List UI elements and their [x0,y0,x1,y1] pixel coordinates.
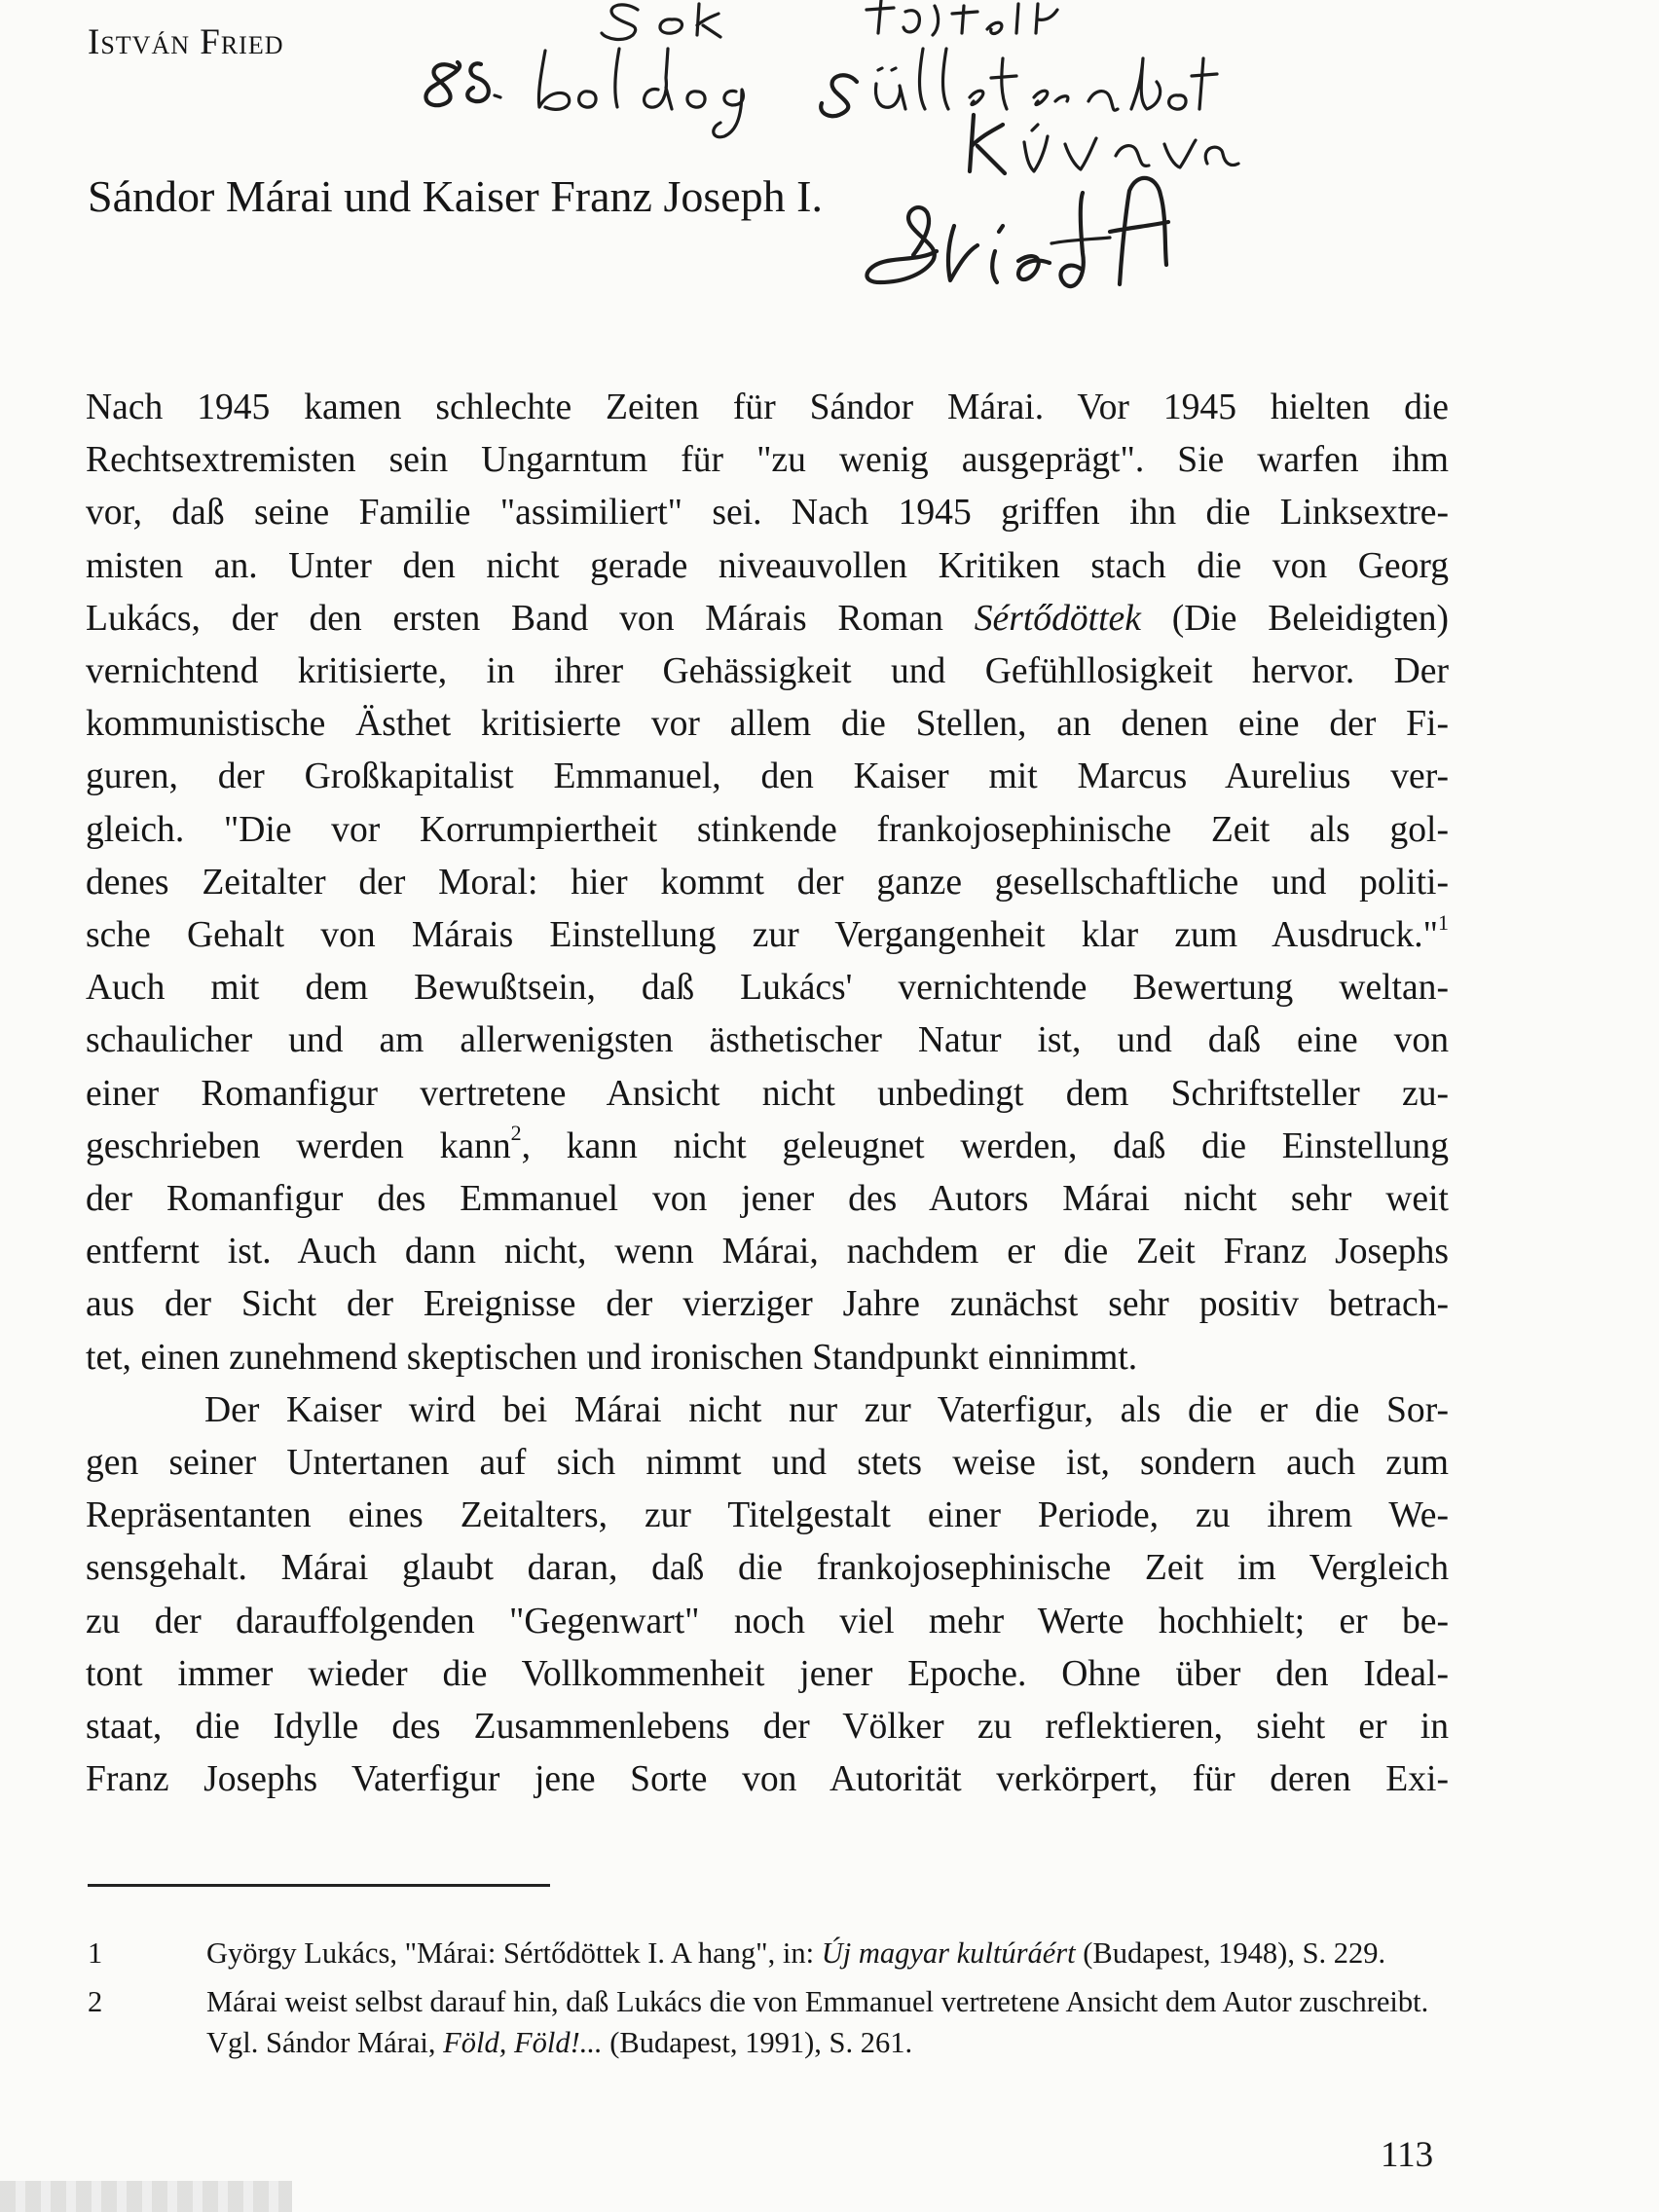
text-line: Der Kaiser wird bei Márai nicht nur zur Vaterfigur, als die er die Sor- [204,1389,1449,1430]
body-text [86,382,1449,1806]
text-segment: (Die Beleidigten) [1140,598,1449,639]
book-title-italic: Sértődöttek [974,598,1141,639]
cited-title-italic: Új magyar kultúráért [821,1936,1076,1970]
footnote-2 [88,1981,1451,2063]
text-line: staat, die Idylle des Zusammenlebens der Völker zu reflektieren, sieht er in [86,1707,1449,1748]
text-segment: Márai weist selbst darauf hin, daß Lukács die von Emmanuel vertretene Ansicht dem Autor zuschreibt. Vgl. Sándor Márai, [206,1985,1429,2059]
text-line: vernichtend kritisierte, in ihrer Gehässigkeit und Gefühllosigkeit hervor. Der [86,651,1449,692]
text-line: guren, der Großkapitalist Emmanuel, den Kaiser mit Marcus Aurelius ver- [86,756,1449,797]
text-segment: sche Gehalt von Márais Einstellung zur Vergangenheit klar zum Ausdruck." [86,915,1438,956]
footnote-marker-2: 2 [510,1121,522,1146]
text-line: sensgehalt. Márai glaubt daran, daß die frankojosephinische Zeit im Vergleich [86,1548,1449,1589]
text-line: gleich. "Die vor Korrumpiertheit stinkende frankojosephinische Zeit als gol- [86,809,1449,850]
footnote-1 [88,1933,1451,1973]
text-line [86,593,1449,645]
text-line: denes Zeitalter der Moral: hier kommt der ganze gesellschaftliche und politi- [86,862,1449,903]
paragraph-2 [86,1384,1449,1807]
text-line: Nach 1945 kamen schlechte Zeiten für Sándor Márai. Vor 1945 hielten die [86,387,1449,427]
text-line: kommunistische Ästhet kritisierte vor allem die Stellen, an denen eine der Fi- [86,704,1449,745]
text-line: tet, einen zunehmend skeptischen und ironischen Standpunkt einnimmt. [86,1337,1138,1378]
text-line: aus der Sicht der Ereignisse der vierziger Jahre zunächst sehr positiv betrach- [86,1284,1449,1325]
chapter-title: Sándor Márai und Kaiser Franz Joseph I. [88,171,823,221]
footnote-number: 1 [88,1936,103,1970]
text-line: zu der darauffolgenden "Gegenwart" noch viel mehr Werte hochhielt; er be- [86,1601,1449,1641]
text-line: schaulicher und am allerwenigsten ästhetischer Natur ist, und daß eine von [86,1020,1449,1061]
text-line: Franz Josephs Vaterfigur jene Sorte von Autorität verkörpert, für deren Exi- [86,1759,1449,1800]
text-line: Repräsentanten eines Zeitalters, zur Titelgestalt einer Periode, zu ihrem We- [86,1495,1449,1536]
text-line: vor, daß seine Familie "assimiliert" sei. Nach 1945 griffen ihn die Linksextre- [86,493,1449,534]
running-head-author: István Fried [88,22,284,62]
text-line [86,909,1449,962]
text-segment: geschrieben werden kann [86,1125,511,1166]
text-segment: György Lukács, "Márai: Sértődöttek I. A hang", in: [206,1936,822,1970]
footnote-number: 2 [88,1985,103,2018]
footnotes [88,1933,1451,2071]
text-line: gen seiner Untertanen auf sich nimmt und stets weise ist, sondern auch zum [86,1443,1449,1484]
text-line: Auch mit dem Bewußtsein, daß Lukács' vernichtende Bewertung weltan- [86,968,1449,1009]
text-line: tont immer wieder die Vollkommenheit jener Epoche. Ohne über den Ideal- [86,1653,1449,1694]
text-segment: Lukács, der den ersten Band von Márais Roman [86,598,975,639]
text-line: der Romanfigur des Emmanuel von jener des Autors Márai nicht sehr weit [86,1179,1449,1220]
text-segment: (Budapest, 1991), S. 261. [602,2026,913,2059]
page-number: 113 [1381,2135,1434,2175]
footnote-divider [88,1884,550,1887]
text-line [86,1121,1449,1173]
watermark-strip [0,2181,292,2212]
text-line: einer Romanfigur vertretene Ansicht nicht unbedingt dem Schriftsteller zu- [86,1073,1449,1114]
paragraph-1 [86,382,1449,1384]
footnote-text [206,1933,1451,1973]
text-line: misten an. Unter den nicht gerade niveauvollen Kritiken stach die von Georg [86,545,1449,586]
footnote-text [206,1981,1451,2063]
footnote-marker-1: 1 [1438,909,1449,935]
text-segment: , kann nicht geleugnet werden, daß die Einstellung [521,1125,1449,1166]
text-segment: (Budapest, 1948), S. 229. [1075,1936,1386,1970]
text-line: Rechtsextremisten sein Ungarntum für "zu wenig ausgeprägt". Sie warfen ihm [86,440,1449,481]
text-line: entfernt ist. Auch dann nicht, wenn Márai, nachdem er die Zeit Franz Josephs [86,1232,1449,1272]
cited-title-italic: Föld, Föld!... [443,2026,603,2059]
